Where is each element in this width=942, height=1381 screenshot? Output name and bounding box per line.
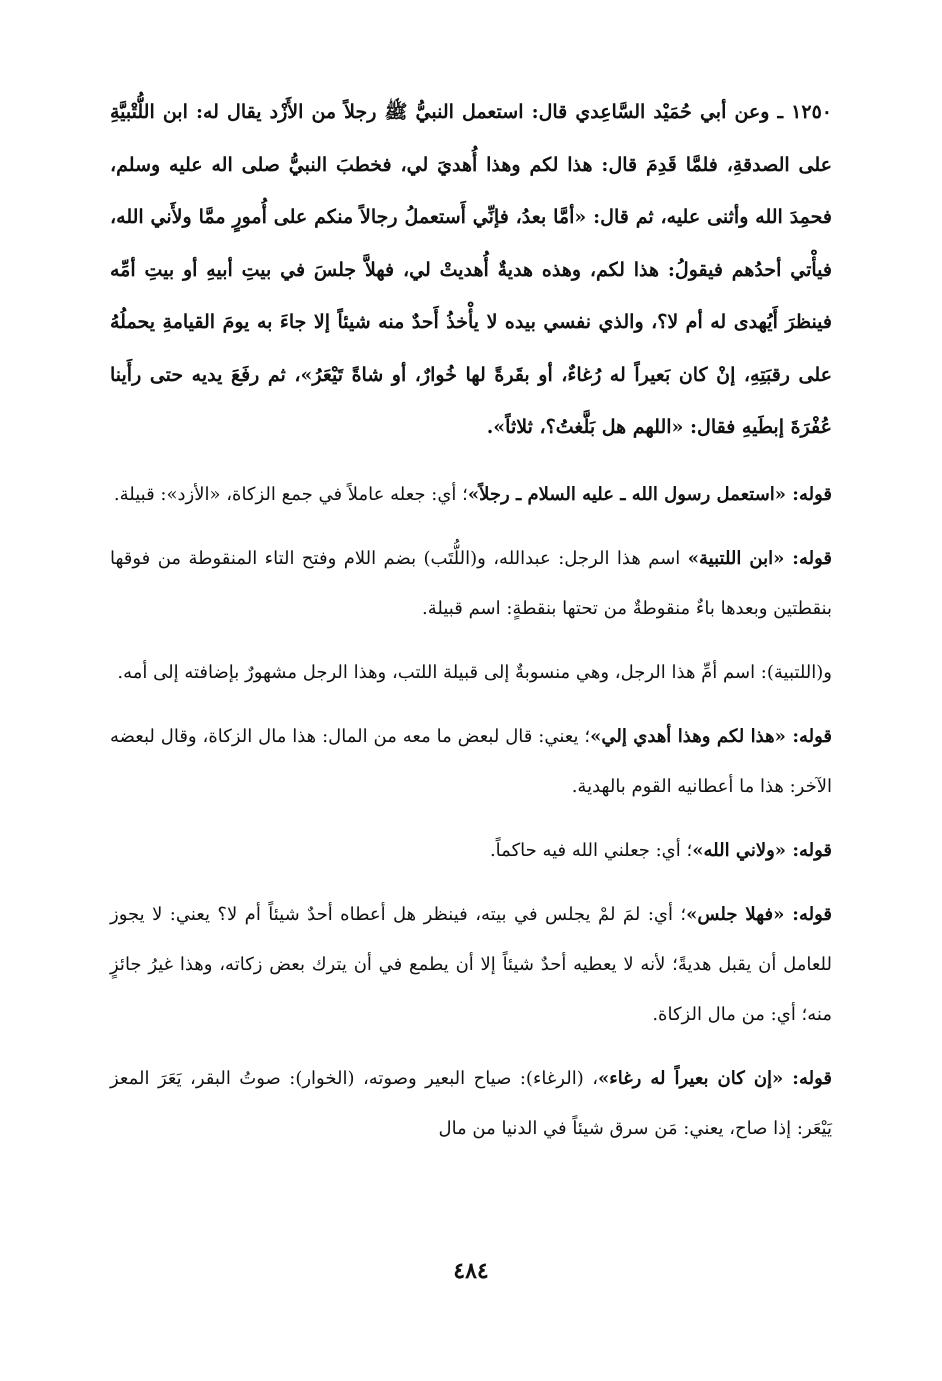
commentary-lead: قوله: «استعمل رسول الله ـ عليه السلام ـ رجلاً» [467, 483, 832, 505]
commentary-paragraph [110, 826, 832, 876]
commentary-text: ، (الرغاء): صياح البعير وصوته، (الخوار): صوتُ البقر، يَعَرَ المعز يَيْعَر: إذا صاح، يعني: مَن سرق شيئاً في الدنيا من مال [110, 1067, 832, 1139]
commentary-text: ؛ أي: جعله عاملاً في جمع الزكاة، «الأزد»: قبيلة. [113, 483, 468, 505]
commentary-text: ؛ أي: لمَ لمْ يجلس في بيته، فينظر هل أعطاه أحدٌ شيئاً أم لا؟ يعني: لا يجوز للعامل أن يقبل هديةً؛ لأنه لا يعطيه أحدٌ شيئاً إلا أن يطمع في أن يترك بعض زكاته، وهذا غيرُ جائزٍ منه؛ أي: من مال الزكاة. [110, 903, 832, 1025]
commentary-paragraph [110, 1054, 832, 1154]
hadith-paragraph: ١٢٥٠ ـ وعن أبي حُمَيْد السَّاعِدي قال: استعمل النبيُّ ﷺ رجلاً من الأَزْد يقال له: ابن اللُّتْبيَّةِ على الصدقةِ، فلمَّا قَدِمَ قال: هذا لكم وهذا أُهديَ لي، فخطبَ النبيُّ صلى اله عليه وسلم، فحمِدَ الله وأثنى عليه، ثم قال: «أمَّا بعدُ، فإنِّي أَستعملُ رجالاً منكم على أُمورٍ ممَّا ولأَني الله، فيأْتي أحدُهم فيقولُ: هذا لكم، وهذه هديةٌ أُهديتْ لي، فهلاَّ جلسَ في بيتِ أبيهِ أو بيتِ أمِّه فينظرَ أَيُهدى له أم لا؟، والذي نفسي بيده لا يأْخذُ أَحدٌ منه شيئاً إلا جاءَ به يومَ القيامةِ يحملُهُ على رقبَتِهِ، إنْ كان بَعيراً له رُغاءٌ، أو بقَرةً لها خُوارٌ، أو شاةً تَيْعَرُ»، ثم رفَعَ يديه حتى رأَينا عُفْرَةَ إبطَيهِ فقال: «اللهم هل بَلَّغتُ؟، ثلاثاً». [110, 101, 832, 438]
commentary-paragraph [110, 534, 832, 634]
commentary-paragraph [110, 890, 832, 1040]
commentary-lead: قوله: «ولاني الله» [692, 839, 832, 861]
commentary-lead: قوله: «فهلا جلس» [686, 903, 832, 925]
commentary-lead: قوله: «ابن اللتبية» [687, 547, 832, 569]
commentary-paragraph [110, 712, 832, 812]
commentary-text: اسم هذا الرجل: عبدالله، و(اللُّتَب) بضم اللام وفتح التاء المنقوطة من فوقها بنقطتين وبعدها باءٌ منقوطةٌ من تحتها بنقطةٍ: اسم قبيلة. [110, 547, 832, 619]
commentary-text: ؛ يعني: قال لبعض ما معه من المال: هذا مال الزكاة، وقال لبعضه الآخر: هذا ما أعطانيه القوم بالهدية. [110, 725, 832, 797]
commentary-paragraph [110, 470, 832, 520]
commentary-lead: قوله: «إن كان بعيراً له رغاء» [598, 1067, 832, 1089]
commentary-text: و(اللتبية): اسم أمِّ هذا الرجل، وهي منسوبةٌ إلى قبيلة اللتب، وهذا الرجل مشهورٌ بإضافته إلى أمه. [117, 661, 832, 683]
commentary-text: ؛ أي: جعلني الله فيه حاكماً. [489, 839, 693, 861]
commentary-lead: قوله: «هذا لكم وهذا أهدي إلي» [590, 725, 833, 747]
page-number: ٤٨٤ [453, 1258, 489, 1284]
page-body [110, 86, 832, 1168]
commentary-paragraph [110, 648, 832, 698]
